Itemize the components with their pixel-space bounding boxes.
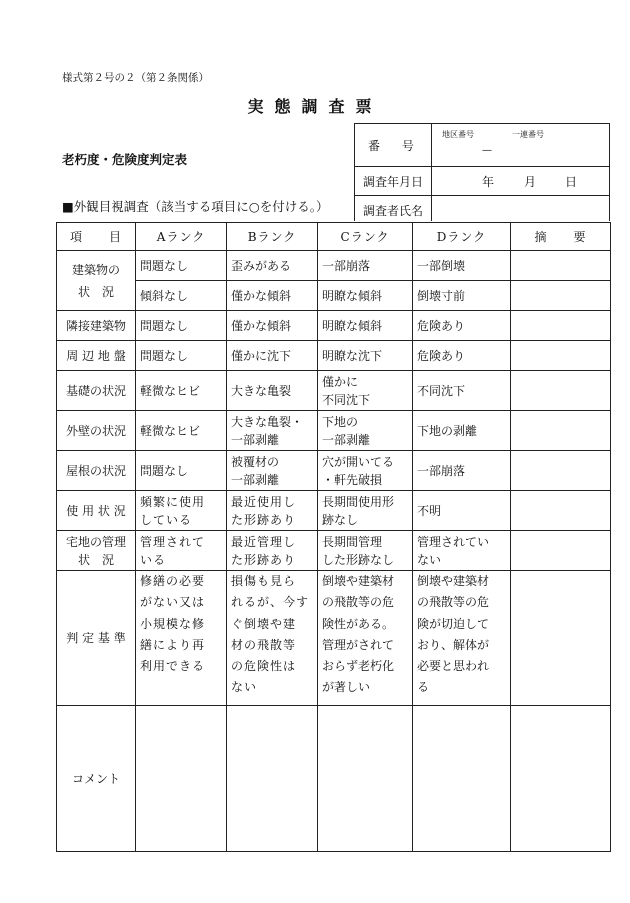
cell-remarks[interactable] [511, 371, 611, 411]
table-row [57, 491, 611, 531]
cell-remarks[interactable] [511, 491, 611, 531]
cell-d[interactable]: 一部崩落 [413, 451, 511, 491]
cell-c[interactable]: 明瞭な傾斜 [318, 311, 413, 341]
cell-b[interactable]: 最近管理し た形跡あり [227, 531, 318, 571]
table-row-criteria [57, 571, 611, 706]
comment-cell[interactable] [227, 706, 318, 852]
date-label: 調査年月日 [363, 175, 424, 189]
form-label: 様式第２号の２（第２条関係） [62, 72, 209, 84]
cell-b[interactable]: 僅かな傾斜 [227, 311, 318, 341]
surveyor-label: 調査者氏名 [363, 204, 424, 218]
number-label: 番 号 [368, 139, 416, 153]
comment-cell[interactable] [511, 706, 611, 852]
comment-label: コメント [57, 706, 136, 852]
row-label-exterior-wall: 外壁の状況 [57, 411, 136, 451]
table-row [57, 281, 611, 311]
cell-a[interactable]: 管理されて いる [136, 531, 227, 571]
cell-remarks[interactable] [511, 281, 611, 311]
cell-c[interactable]: 僅かに 不同沈下 [318, 371, 413, 411]
cell-b[interactable]: 最近使用し た形跡あり [227, 491, 318, 531]
row-label-roof: 屋根の状況 [57, 451, 136, 491]
serial-number-label: 一連番号 [512, 130, 544, 139]
cell-a[interactable]: 問題なし [136, 341, 227, 371]
row-label-lot-management: 宅地の管理 状 況 [57, 531, 136, 571]
cell-remarks[interactable] [511, 341, 611, 371]
comment-cell[interactable] [413, 706, 511, 852]
cell-a[interactable]: 軽微なヒビ [136, 371, 227, 411]
table-row [57, 251, 611, 281]
criteria-c: 倒壊や建築材 の飛散等の危 険性がある。 管理がされて おらず老朽化 が著しい [318, 571, 413, 706]
number-dash: — [482, 145, 492, 156]
cell-a[interactable]: 頻繁に使用 している [136, 491, 227, 531]
row-label-criteria: 判 定 基 準 [57, 571, 136, 706]
cell-d[interactable]: 一部倒壊 [413, 251, 511, 281]
table-row-comment [57, 706, 611, 852]
cell-c[interactable]: 明瞭な傾斜 [318, 281, 413, 311]
page-title: 実態調査票 [247, 97, 383, 116]
column-header-item: 項 目 [57, 223, 136, 251]
table-header-row [57, 223, 611, 251]
row-label-building: 建築物の 状 況 [57, 251, 136, 311]
cell-remarks[interactable] [511, 251, 611, 281]
cell-remarks[interactable] [511, 311, 611, 341]
criteria-b: 損傷も見ら れるが、今す ぐ倒壊や建 材の飛散等 の危険性は ない [227, 571, 318, 706]
criteria-a: 修繕の必要 がない又は 小規模な修 繕により再 利用できる [136, 571, 227, 706]
cell-d[interactable]: 下地の剥離 [413, 411, 511, 451]
row-label-foundation: 基礎の状況 [57, 371, 136, 411]
month-label: 月 [524, 175, 537, 189]
cell-d[interactable]: 危険あり [413, 311, 511, 341]
comment-cell[interactable] [136, 706, 227, 852]
table-row [57, 531, 611, 571]
cell-a[interactable]: 問題なし [136, 251, 227, 281]
column-header-remarks: 摘 要 [511, 223, 611, 251]
cell-d[interactable]: 危険あり [413, 341, 511, 371]
column-header-c-rank: Cランク [318, 223, 413, 251]
cell-c[interactable]: 下地の 一部剥離 [318, 411, 413, 451]
row-label-ground: 周 辺 地 盤 [57, 341, 136, 371]
criteria-d: 倒壊や建築材 の飛散等の危 険が切迫して おり、解体が 必要と思われ る [413, 571, 511, 706]
cell-c[interactable]: 穴が開いてる ・軒先破損 [318, 451, 413, 491]
column-header-b-rank: Bランク [227, 223, 318, 251]
cell-a[interactable]: 問題なし [136, 451, 227, 491]
cell-a[interactable]: 問題なし [136, 311, 227, 341]
cell-c[interactable]: 明瞭な沈下 [318, 341, 413, 371]
survey-caption: ■外観目視調査（該当する項目に○を付ける。） [62, 199, 329, 214]
table-row [57, 341, 611, 371]
cell-c[interactable]: 長期間管理 した形跡なし [318, 531, 413, 571]
table-row [57, 451, 611, 491]
cell-c[interactable]: 一部崩落 [318, 251, 413, 281]
cell-remarks[interactable] [511, 411, 611, 451]
cell-b[interactable]: 大きな亀裂・ 一部剥離 [227, 411, 318, 451]
table-row [57, 311, 611, 341]
cell-d[interactable]: 不同沈下 [413, 371, 511, 411]
cell-b[interactable]: 被覆材の 一部剥離 [227, 451, 318, 491]
district-number-label: 地区番号 [442, 130, 474, 139]
cell-a[interactable]: 傾斜なし [136, 281, 227, 311]
cell-d[interactable]: 倒壊寸前 [413, 281, 511, 311]
table-row [57, 371, 611, 411]
day-label: 日 [565, 175, 578, 189]
criteria-remarks[interactable] [511, 571, 611, 706]
cell-b[interactable]: 僅かに沈下 [227, 341, 318, 371]
column-header-a-rank: Aランク [136, 223, 227, 251]
cell-a[interactable]: 軽微なヒビ [136, 411, 227, 451]
cell-d[interactable]: 管理されてい ない [413, 531, 511, 571]
cell-b[interactable]: 歪みがある [227, 251, 318, 281]
cell-remarks[interactable] [511, 451, 611, 491]
cell-c[interactable]: 長期間使用形 跡なし [318, 491, 413, 531]
cell-b[interactable]: 大きな亀裂 [227, 371, 318, 411]
cell-b[interactable]: 僅かな傾斜 [227, 281, 318, 311]
table-row [57, 411, 611, 451]
comment-cell[interactable] [318, 706, 413, 852]
cell-d[interactable]: 不明 [413, 491, 511, 531]
info-box [354, 123, 610, 221]
column-header-d-rank: Dランク [413, 223, 511, 251]
row-label-usage: 使 用 状 況 [57, 491, 136, 531]
subtitle: 老朽度・危険度判定表 [62, 152, 188, 167]
year-label: 年 [482, 175, 495, 189]
row-label-neighbor: 隣接建築物 [57, 311, 136, 341]
cell-remarks[interactable] [511, 531, 611, 571]
assessment-table [56, 222, 611, 852]
